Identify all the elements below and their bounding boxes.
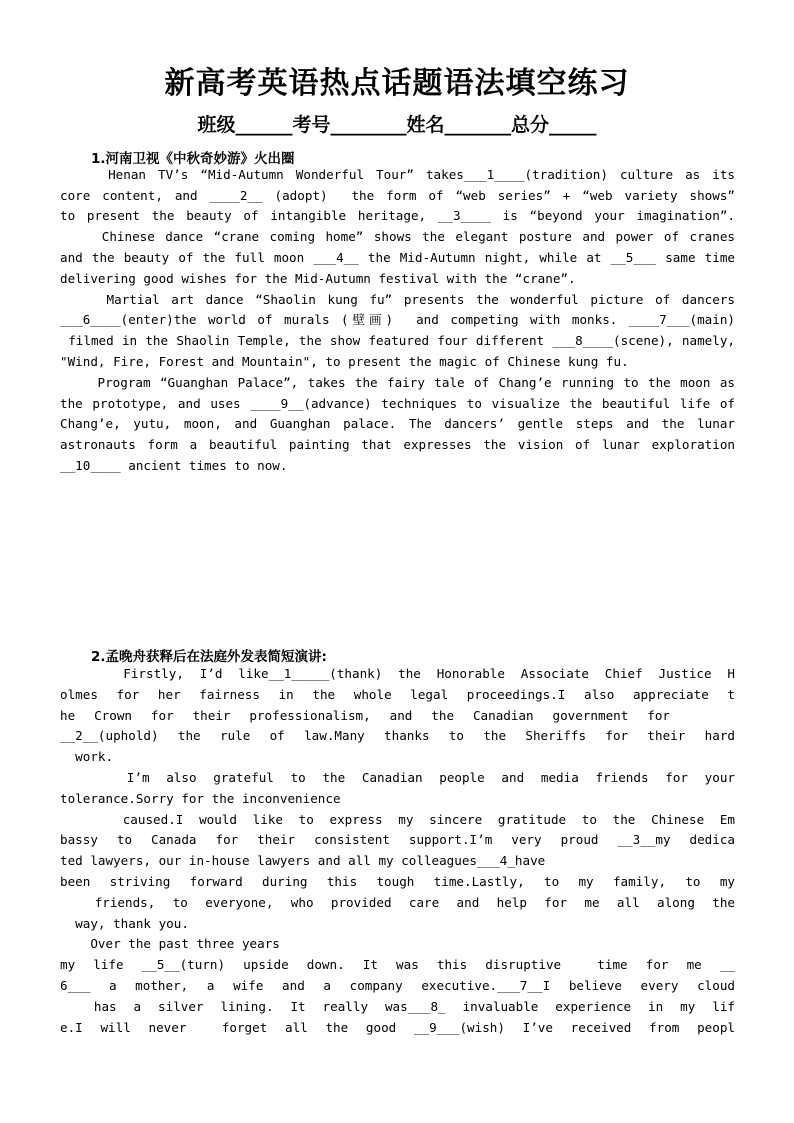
s1-line: core content, and ____2__ (adopt) the form of “web series” + “web variety shows” [60,188,735,203]
s1-line: and the beauty of the full moon ___4__ the Mid-Autumn night, while at __5___ same time [60,250,735,265]
s2-line: Firstly, I’d like__1_____(thank) the Honorable Associate Chief Justice H [60,666,735,681]
s2-line: my life __5__(turn) upside down. It was this disruptive time for me __ [60,957,735,972]
s1-line: to present the beauty of intangible heritage, __3____ is “beyond your imagination”. [60,208,735,223]
s1-line: Chinese dance “crane coming home” shows the elegant posture and power of cranes [60,229,735,244]
s1-line: the prototype, and uses ____9__(advance) techniques to visualize the beautiful life of [60,396,735,411]
s1-line: filmed in the Shaolin Temple, the show featured four different ___8____(scene), namely, [60,333,735,348]
s1-line: "Wind, Fire, Forest and Mountain", to present the magic of Chinese kung fu. [60,354,629,369]
s1-line: ___6____(enter)the world of murals (壁画) and competing with monks. ____7___(main) [60,312,735,327]
section1-heading: 1.河南卫视《中秋奇妙游》火出圈 [91,151,295,167]
s2-line: 6___ a mother, a wife and a company executive.___7__I believe every cloud [60,978,735,993]
s2-line: e.I will never forget all the good __9___(wish) I’ve received from peopl [60,1020,735,1035]
s1-line: Martial art dance “Shaolin kung fu” presents the wonderful picture of dancers [60,292,735,307]
s2-line: bassy to Canada for their consistent support.I’m very proud __3__my dedica [60,832,735,847]
s2-line: has a silver lining. It really was___8_ invaluable experience in my lif [60,999,735,1014]
s2-line: olmes for her fairness in the whole legal proceedings.I also appreciate t [60,687,735,702]
s1-line: __10____ ancient times to now. [60,458,288,473]
s2-line: caused.I would like to express my sincere gratitude to the Chinese Em [60,812,735,827]
s2-line: __2__(uphold) the rule of law.Many thanks to the Sheriffs for their hard [60,728,735,743]
s2-line: friends, to everyone, who provided care and help for me all along the [60,895,735,910]
s1-line: astronauts form a beautiful painting that expresses the vision of lunar exploration [60,437,735,452]
s1-line: Henan TV’s “Mid-Autumn Wonderful Tour” takes___1____(tradition) culture as its [60,167,735,182]
s2-line-text: he Crown for their professionalism, and the Canadian government for [60,708,670,723]
s2-line: been striving forward during this tough time.Lastly, to my family, to my [60,874,735,889]
s2-line: tolerance.Sorry for the inconvenience [60,791,341,806]
s1-line: Program “Guanghan Palace”, takes the fairy tale of Chang’e running to the moon as [60,375,735,390]
s2-line [60,707,670,725]
s1-line: Chang’e, yutu, moon, and Guanghan palace. The dancers’ gentle steps and the lunar [60,416,735,431]
section2-heading: 2.孟晚舟获释后在法庭外发表简短演讲: [91,649,327,665]
s2-line: ted lawyers, our in-house lawyers and all my colleagues___4_have [60,853,546,868]
s1-line: delivering good wishes for the Mid-Autumn festival with the “crane”. [60,271,576,286]
page-title: 新高考英语热点话题语法填空练习 [164,66,630,101]
s2-line: way, thank you. [60,916,189,931]
s2-line: work. [60,749,114,764]
s2-line: I’m also grateful to the Canadian people and media friends for your [60,770,735,785]
student-info-line: 班级______考号________姓名_______总分_____ [197,114,597,136]
s2-line: Over the past three years [60,936,280,951]
